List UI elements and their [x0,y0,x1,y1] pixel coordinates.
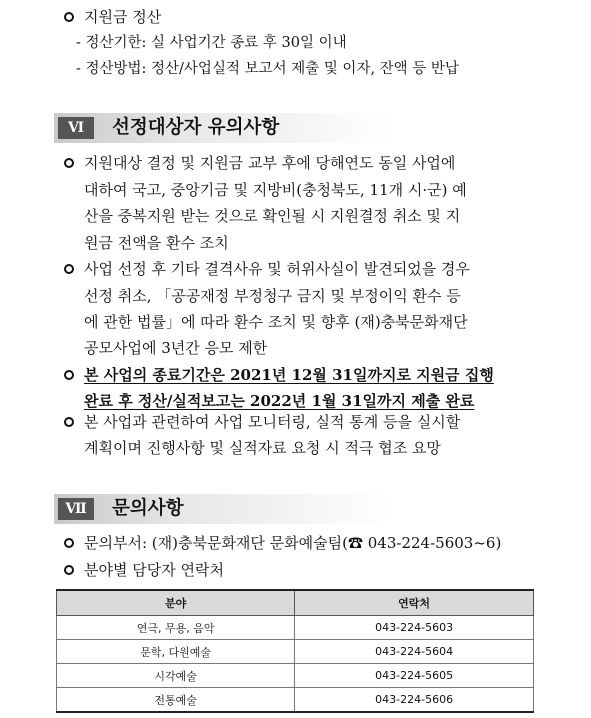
bullet-icon [64,417,74,427]
phone-cell: 043-224-5604 [295,640,534,664]
notice-2-line-4: 공모사업에 3년간 응모 제한 [84,339,268,357]
column-header-contact: 연락처 [295,590,534,616]
inquiry-department: 문의부서: (재)충북문화재단 문화예술팀(☎ 043-224-5603~6) [84,534,502,552]
phone-cell: 043-224-5606 [295,688,534,713]
notice-2-line-1: 사업 선정 후 기타 결격사유 및 허위사실이 발견되었을 경우 [84,260,470,278]
notice-4-line-2: 계획이며 진행사항 및 실적자료 요청 시 적극 협조 요망 [84,439,441,457]
field-cell: 시각예술 [57,664,295,688]
table-header-row [57,590,534,616]
table-row [57,688,534,713]
phone-cell: 043-224-5605 [295,664,534,688]
settlement-method: - 정산방법: 정산/사업실적 보고서 제출 및 이자, 잔액 등 반납 [76,61,459,77]
phone-cell: 043-224-5603 [295,616,534,640]
bullet-icon [64,264,74,274]
notice-3-line-1: 본 사업의 종료기간은 2021년 12월 31일까지로 지원금 집행 [84,366,494,384]
bullet-icon [64,12,74,22]
table-row [57,640,534,664]
section-title: 문의사항 [112,498,184,519]
notice-2-line-3: 에 관한 법률」에 따라 환수 조치 및 향후 (재)충북문화재단 [84,313,468,331]
section-number: Ⅵ [58,117,94,139]
contacts-table [56,589,534,713]
field-cell: 전통예술 [57,688,295,713]
notice-2-line-2: 선정 취소, 「공공재정 부정청구 금지 및 부정이익 환수 등 [84,287,461,305]
settlement-deadline: - 정산기한: 실 사업기간 종료 후 30일 이내 [76,35,347,51]
notice-1-line-3: 산을 중복지원 받는 것으로 확인될 시 지원결정 취소 및 지 [84,207,461,225]
bullet-icon [64,565,74,575]
settlement-heading: 지원금 정산 [84,8,162,26]
section-7-header [54,494,534,524]
bullet-icon [64,158,74,168]
bullet-icon [64,538,74,548]
field-cell: 문학, 다원예술 [57,640,295,664]
notice-4-line-1: 본 사업과 관련하여 사업 모니터링, 실적 통계 등을 실시할 [84,413,461,431]
section-title: 선정대상자 유의사항 [112,117,280,138]
notice-1-line-4: 원금 전액을 환수 조치 [84,234,229,252]
table-row [57,616,534,640]
bullet-icon [64,370,74,380]
contacts-heading: 분야별 담당자 연락처 [84,561,224,579]
section-number: Ⅶ [58,498,94,520]
section-6-header [54,113,534,143]
table-row [57,664,534,688]
notice-1-line-2: 대하여 국고, 중앙기금 및 지방비(충청북도, 11개 시·군) 예 [84,181,467,199]
column-header-field: 분야 [57,590,295,616]
field-cell: 연극, 무용, 음악 [57,616,295,640]
notice-3-line-2: 완료 후 정산/실적보고는 2022년 1월 31일까지 제출 완료 [84,392,475,410]
notice-1-line-1: 지원대상 결정 및 지원금 교부 후에 당해연도 동일 사업에 [84,154,456,172]
